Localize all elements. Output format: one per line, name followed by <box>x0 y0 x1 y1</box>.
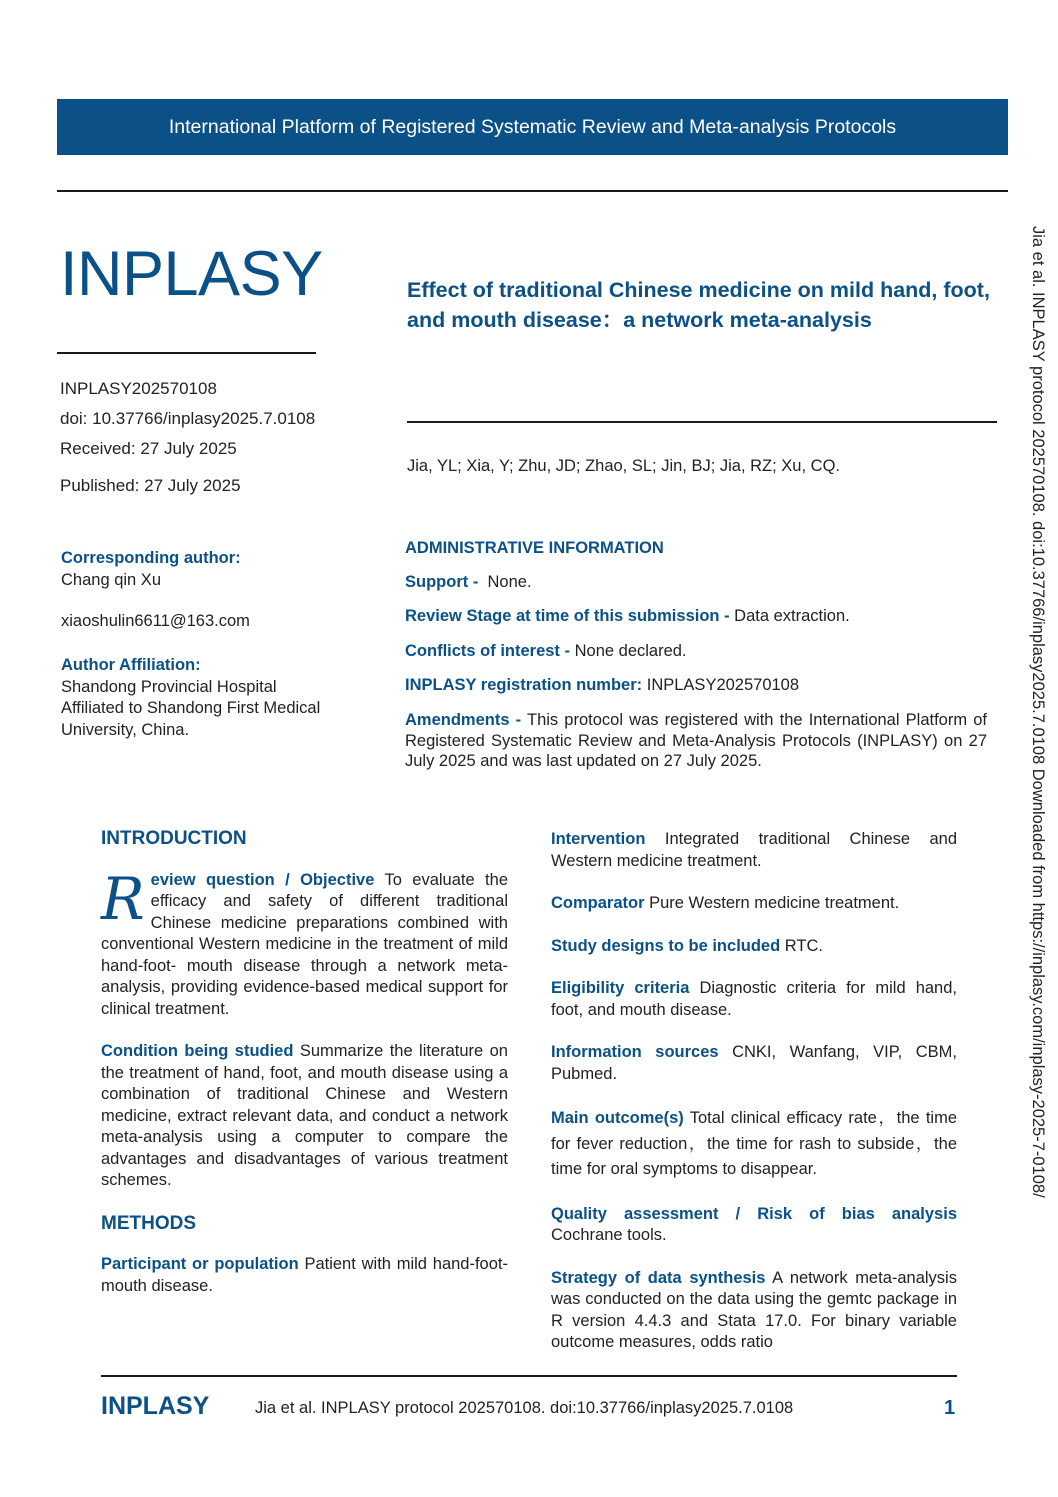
affiliation-line: Affiliated to Shandong First Medical <box>61 699 321 717</box>
drop-cap: R <box>101 864 145 933</box>
regnum-label: INPLASY registration number: <box>405 676 643 694</box>
introduction-heading: INTRODUCTION <box>101 828 247 849</box>
footer-citation: Jia et al. INPLASY protocol 202570108. doi:10.37766/inplasy2025.7.0108 <box>255 1399 794 1417</box>
review-question-text: To evaluate the efficacy and safety of different traditional Chinese medicine preparations combined with conventional Western medicine in the treatment of mild hand-foot- mouth disease through a network meta-analysis, providing evidence-based medical support for clinical treatment. <box>101 870 508 1018</box>
admin-support <box>405 572 987 593</box>
stage-value: Data extraction. <box>734 607 850 625</box>
side-citation-text: Jia et al. INPLASY protocol 202570108. doi:10.37766/inplasy2025.7.0108 Downloaded from https://inplasy.com/inplasy-2025-7-0108/ <box>1029 226 1047 1198</box>
eligibility-text: Diagnostic criteria for mild hand, foot, and mouth disease. <box>551 979 957 1019</box>
intervention-paragraph <box>551 829 957 872</box>
affiliation-line: Shandong Provincial Hospital <box>61 677 277 696</box>
participant-label: Participant or population <box>101 1255 299 1273</box>
admin-heading: ADMINISTRATIVE INFORMATION <box>405 539 664 557</box>
header-banner <box>57 99 1008 155</box>
left-column <box>101 828 508 1318</box>
quality-assessment-label: Quality assessment / Risk of bias analysis <box>551 1204 957 1223</box>
condition-paragraph <box>101 1041 508 1192</box>
stage-label: Review Stage at time of this submission - <box>405 607 730 625</box>
eligibility-label: Eligibility criteria <box>551 979 690 997</box>
data-synthesis-paragraph <box>551 1268 957 1354</box>
study-designs-paragraph <box>551 936 957 958</box>
right-column <box>551 829 957 1375</box>
title-rule <box>407 421 997 423</box>
main-outcome-label: Main outcome(s) <box>551 1109 684 1127</box>
registration-id: INPLASY202570108 <box>60 379 217 398</box>
methods-heading: METHODS <box>101 1212 196 1234</box>
published-date: Published: 27 July 2025 <box>60 476 241 495</box>
corresponding-author <box>61 548 250 633</box>
received-date: Received: 27 July 2025 <box>60 439 237 458</box>
conflicts-label: Conflicts of interest - <box>405 642 571 660</box>
admin-registration-number <box>405 675 987 696</box>
information-sources-text: CNKI, Wanfang, VIP, CBM, Pubmed. <box>551 1043 957 1083</box>
paper-title: Effect of traditional Chinese medicine on mild hand, foot, and mouth disease：a network meta-analysis <box>407 278 990 332</box>
corresponding-email: xiaoshulin6611@163.com <box>61 612 250 630</box>
admin-conflicts <box>405 641 987 662</box>
footer-brand: INPLASY <box>101 1392 210 1420</box>
side-citation <box>1029 226 1051 1286</box>
condition-text: Summarize the literature on the treatment of hand, foot, and mouth disease using a combination of traditional Chinese and Western medicine, extract relevant data, and conduct a network meta-analysis using a computer to compare the advantages and disadvantages of various treatment schemes. <box>101 1042 508 1189</box>
admin-amendments <box>405 710 987 772</box>
brand-rule <box>57 352 316 354</box>
support-label: Support - <box>405 573 479 591</box>
data-synthesis-text: A network meta-analysis was conducted on the data using the gemtc package in R version 4.4.3 and Stata 17.0. For binary variable outcome measures, odds ratio <box>551 1268 957 1351</box>
amend-label: Amendments - <box>405 711 522 729</box>
admin-review-stage <box>405 606 987 627</box>
conflicts-value: None declared. <box>574 642 687 660</box>
regnum-value: INPLASY202570108 <box>646 676 800 694</box>
amend-value: This protocol was registered with the International Platform of Registered Systematic Review and Meta-Analysis Protocols (INPLASY) on 27 July 2025 and was last updated on 27 July 2025. <box>405 711 987 770</box>
study-designs-label: Study designs to be included <box>551 936 781 955</box>
quality-assessment-paragraph <box>551 1204 957 1247</box>
participant-text: Patient with mild hand-foot- mouth disease. <box>101 1255 508 1295</box>
review-question-paragraph <box>101 864 508 1021</box>
data-synthesis-label: Strategy of data synthesis <box>551 1268 766 1287</box>
author-affiliation <box>61 655 320 741</box>
quality-assessment-text: Cochrane tools. <box>551 1226 667 1244</box>
study-designs-text: RTC. <box>784 936 823 955</box>
support-value: None. <box>487 573 532 591</box>
banner-text: International Platform of Registered Systematic Review and Meta-analysis Protocols <box>168 115 897 138</box>
review-question-label: eview question / Objective <box>150 870 375 889</box>
eligibility-paragraph <box>551 978 957 1021</box>
affiliation-line: University, China. <box>61 720 190 739</box>
information-sources-paragraph <box>551 1042 957 1085</box>
page-number: 1 <box>944 1397 956 1419</box>
brand-logo: INPLASY <box>60 239 323 309</box>
main-outcome-text: Total clinical efficacy rate，the time for fever reduction，the time for rash to subside，the time for oral symptoms to disappear. <box>551 1109 958 1178</box>
comparator-text: Pure Western medicine treatment. <box>649 894 900 912</box>
participant-paragraph <box>101 1254 508 1297</box>
intervention-label: Intervention <box>551 830 646 848</box>
footer-rule <box>101 1375 957 1377</box>
corresponding-label: Corresponding author: <box>61 549 241 567</box>
main-outcome-paragraph <box>551 1106 957 1183</box>
intervention-text: Integrated traditional Chinese and Western medicine treatment. <box>551 830 958 870</box>
condition-label: Condition being studied <box>101 1042 294 1060</box>
information-sources-label: Information sources <box>551 1043 719 1061</box>
doi: doi: 10.37766/inplasy2025.7.0108 <box>60 409 316 428</box>
affiliation-label: Author Affiliation: <box>61 656 201 674</box>
comparator-label: Comparator <box>551 894 645 912</box>
author-list: Jia, YL; Xia, Y; Zhu, JD; Zhao, SL; Jin, BJ; Jia, RZ; Xu, CQ. <box>407 457 840 475</box>
top-rule <box>57 190 1008 192</box>
comparator-paragraph <box>551 893 957 915</box>
corresponding-name: Chang qin Xu <box>61 570 161 589</box>
